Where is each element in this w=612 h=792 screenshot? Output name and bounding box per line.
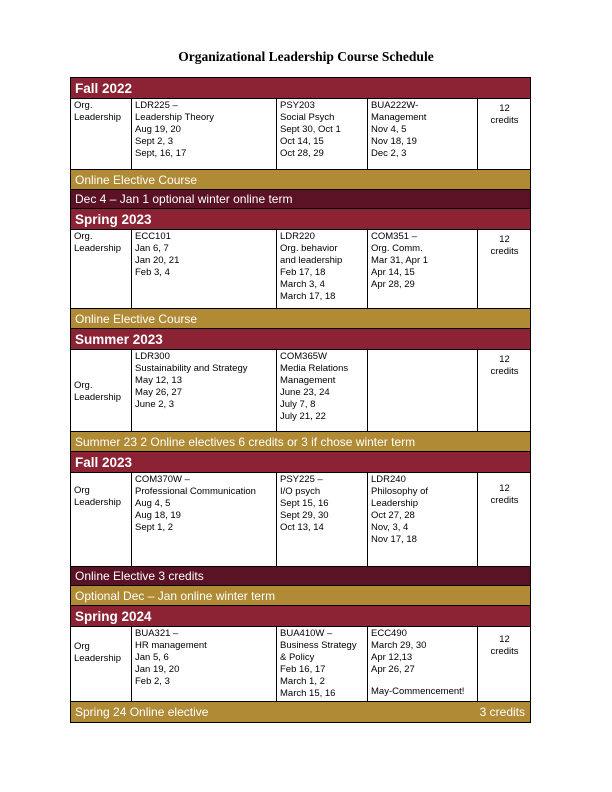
course-cell (132, 350, 277, 431)
course-line: Feb 16, 17 (280, 664, 326, 675)
credits-line: credits (490, 366, 519, 377)
credits-line: 12 (499, 354, 510, 365)
credits-line: credits (490, 246, 519, 257)
course-line: Feb 3, 4 (135, 267, 170, 278)
course-line: Sept 29, 30 (280, 510, 329, 521)
course-line: Org. Comm. (371, 243, 423, 254)
program-line: Leadership (74, 392, 122, 403)
course-line: Philosophy of (371, 486, 429, 497)
course-line: June 23, 24 (280, 387, 330, 398)
course-cell (368, 627, 478, 701)
course-line: Professional Communication (135, 486, 256, 497)
credits-line: 12 (499, 483, 510, 494)
term-header-spring-2023: Spring 2023 (71, 209, 530, 230)
course-line: BUA222W- (371, 100, 419, 111)
course-line: Sept 1, 2 (135, 522, 174, 533)
footer-elective-label: Spring 24 Online elective (75, 705, 209, 719)
course-line: Media Relations (280, 363, 349, 374)
course-line: BUA410W – (280, 628, 333, 639)
course-cell (368, 230, 478, 308)
course-line: & Policy (280, 652, 315, 663)
course-line: LDR225 – (135, 100, 178, 111)
course-line: Apr 28, 29 (371, 279, 415, 290)
program-cell (71, 99, 132, 169)
course-cell (368, 473, 478, 566)
course-cell (277, 99, 368, 169)
term-header-spring-2024: Spring 2024 (71, 606, 530, 627)
program-cell (71, 230, 132, 308)
course-line: COM370W – (135, 474, 190, 485)
course-line: Jan 20, 21 (135, 255, 180, 266)
footer-credits-label: 3 credits (479, 705, 525, 719)
course-row-spring-2023 (71, 230, 530, 309)
elective-note: Summer 23 2 Online electives 6 credits or 3 if chose winter term (71, 432, 530, 452)
term-header-fall-2022: Fall 2022 (71, 78, 530, 99)
course-line: PSY203 (280, 100, 315, 111)
course-cell (277, 473, 368, 566)
course-line: March 1, 2 (280, 676, 325, 687)
course-line: Feb 17, 18 (280, 267, 326, 278)
course-line: LDR240 (371, 474, 406, 485)
course-row-spring-2024 (71, 627, 530, 702)
course-line: Leadership Theory (135, 112, 215, 123)
schedule-table (70, 77, 531, 723)
course-line: Oct 28, 29 (280, 148, 324, 159)
credits-line: credits (490, 646, 519, 657)
course-line: ECC490 (371, 628, 407, 639)
course-line: ECC101 (135, 231, 171, 242)
course-line: Aug 19, 20 (135, 124, 181, 135)
empty-course-cell (368, 350, 478, 431)
winter-term-note: Dec 4 – Jan 1 optional winter online term (71, 190, 530, 209)
course-row-fall-2023 (71, 473, 530, 567)
course-line: Jan 6, 7 (135, 243, 169, 254)
course-line: Oct 13, 14 (280, 522, 324, 533)
credits-cell (478, 99, 530, 169)
course-line: Jan 19, 20 (135, 664, 180, 675)
course-line: Sept, 16, 17 (135, 148, 187, 159)
elective-note: Online Elective 3 credits (71, 567, 530, 586)
course-line: I/O psych (280, 486, 321, 497)
course-line: May 12, 13 (135, 375, 182, 386)
course-line: COM365W (280, 351, 327, 362)
credits-line: 12 (499, 634, 510, 645)
program-line: Leadership (74, 243, 122, 254)
program-line: Org. (74, 100, 93, 111)
course-line: March 17, 18 (280, 291, 336, 302)
course-line: Apr 14, 15 (371, 267, 415, 278)
course-line: LDR300 (135, 351, 170, 362)
course-cell (277, 350, 368, 431)
term-header-fall-2023: Fall 2023 (71, 452, 530, 473)
course-line: Dec 2, 3 (371, 148, 407, 159)
program-line: Org. (74, 380, 93, 391)
course-line: Org. behavior (280, 243, 338, 254)
credits-line: credits (490, 495, 519, 506)
document-title: Organizational Leadership Course Schedule (178, 49, 434, 64)
course-line: LDR220 (280, 231, 315, 242)
course-line: July 21, 22 (280, 411, 326, 422)
course-line: Nov 4, 5 (371, 124, 407, 135)
program-line: Leadership (74, 112, 122, 123)
program-cell (71, 473, 132, 566)
course-line: Apr 26, 27 (371, 664, 415, 675)
course-line: Nov, 3, 4 (371, 522, 409, 533)
program-line: Org. (74, 231, 93, 242)
credits-cell (478, 230, 530, 308)
program-line: Leadership (74, 497, 122, 508)
course-line: Jan 5, 6 (135, 652, 169, 663)
course-line: Oct 27, 28 (371, 510, 415, 521)
course-line: March 29, 30 (371, 640, 427, 651)
course-line: Sept 30, Oct 1 (280, 124, 341, 135)
course-line: Sept 2, 3 (135, 136, 174, 147)
course-cell (132, 627, 277, 701)
course-line: Feb 2, 3 (135, 676, 170, 687)
course-line: Sustainability and Strategy (135, 363, 248, 374)
course-line: March 15, 16 (280, 688, 336, 699)
program-line: Leadership (74, 653, 122, 664)
course-line: Aug 4, 5 (135, 498, 171, 509)
course-line: COM351 – (371, 231, 417, 242)
course-line: Management (371, 112, 427, 123)
course-line: Mar 31, Apr 1 (371, 255, 429, 266)
course-line: May-Commencement! (371, 686, 465, 697)
elective-note: Online Elective Course (71, 309, 530, 329)
course-cell (277, 230, 368, 308)
course-line: May 26, 27 (135, 387, 182, 398)
credits-line: credits (490, 115, 519, 126)
program-line: Org (74, 641, 90, 652)
credits-cell (478, 473, 530, 566)
course-line: HR management (135, 640, 207, 651)
course-line: Management (280, 375, 336, 386)
course-cell (368, 99, 478, 169)
course-line: Business Strategy (280, 640, 357, 651)
course-line: PSY225 – (280, 474, 323, 485)
program-line: Org (74, 485, 90, 496)
course-line: Social Psych (280, 112, 335, 123)
course-line: Nov 17, 18 (371, 534, 417, 545)
winter-term-note: Optional Dec – Jan online winter term (71, 586, 530, 606)
course-line: July 7, 8 (280, 399, 316, 410)
course-line: Nov 18, 19 (371, 136, 417, 147)
course-cell (277, 627, 368, 701)
term-header-summer-2023: Summer 2023 (71, 329, 530, 350)
course-line: Apr 12,13 (371, 652, 413, 663)
credits-line: 12 (499, 103, 510, 114)
course-line: Aug 18, 19 (135, 510, 181, 521)
credits-cell (478, 350, 530, 431)
program-cell (71, 350, 132, 431)
elective-note: Online Elective Course (71, 170, 530, 190)
course-cell (132, 230, 277, 308)
course-row-fall-2022 (71, 99, 530, 170)
course-line: Leadership (371, 498, 419, 509)
credits-cell (478, 627, 530, 701)
course-line: Sept 15, 16 (280, 498, 329, 509)
course-line: Oct 14, 15 (280, 136, 324, 147)
elective-footer (71, 702, 530, 722)
course-row-summer-2023 (71, 350, 530, 432)
course-cell (132, 473, 277, 566)
course-cell (132, 99, 277, 169)
course-line: and leadership (280, 255, 343, 266)
credits-line: 12 (499, 234, 510, 245)
course-line: March 3, 4 (280, 279, 325, 290)
course-line: June 2, 3 (135, 399, 175, 410)
course-line: BUA321 – (135, 628, 179, 639)
program-cell (71, 627, 132, 701)
